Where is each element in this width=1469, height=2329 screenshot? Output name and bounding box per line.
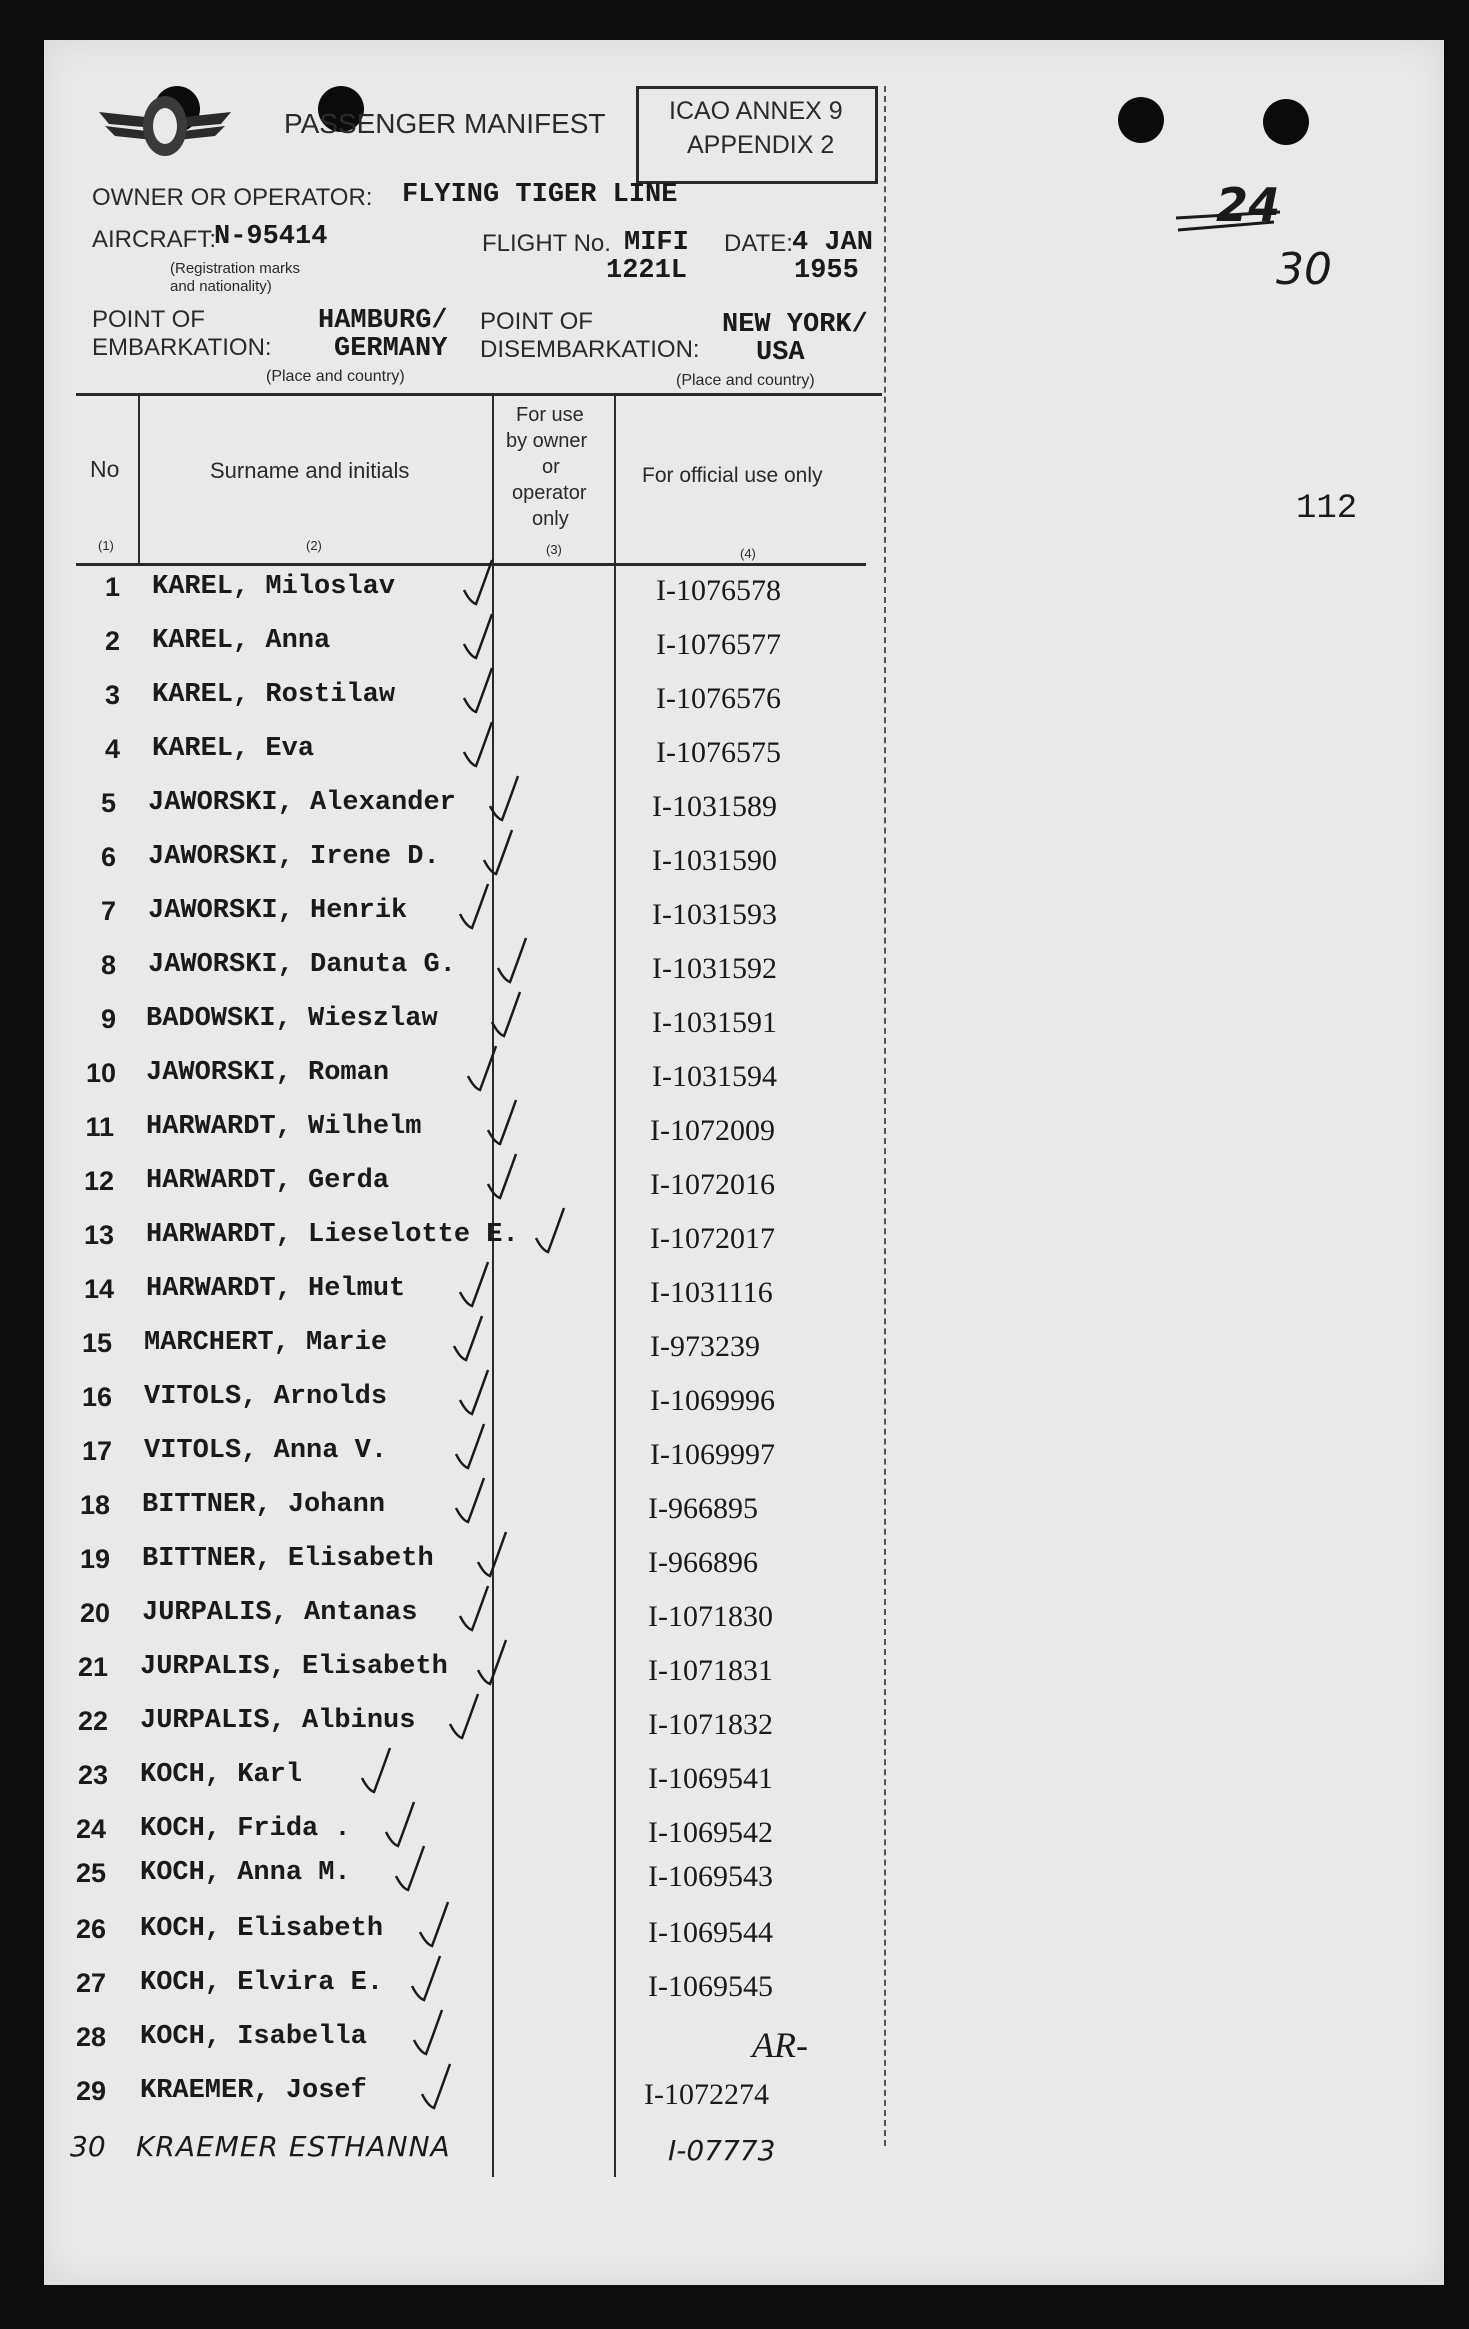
punch-hole — [1263, 99, 1309, 145]
col-header-owner-1: For use — [516, 404, 584, 426]
passenger-document-number: I-1031591 — [652, 1006, 777, 1039]
col-rule-3 — [614, 395, 616, 2177]
row-number: 9 — [100, 1004, 116, 1034]
col-number-2: (2) — [306, 538, 322, 553]
passenger-document-number: AR- — [752, 2025, 808, 2065]
check-mark-icon — [408, 1954, 448, 2004]
passenger-document-number: I-1076575 — [656, 736, 781, 769]
row-number: 11 — [85, 1112, 114, 1142]
passenger-name: HARWARDT, Lieselotte E. — [146, 1220, 519, 1250]
check-mark-icon — [382, 1800, 422, 1850]
row-number: 16 — [81, 1382, 112, 1412]
passenger-name: JURPALIS, Antanas — [142, 1598, 418, 1628]
col-rule-1 — [138, 395, 140, 565]
passenger-name: JURPALIS, Albinus — [140, 1706, 416, 1736]
row-number: 8 — [100, 950, 116, 980]
check-mark-icon — [410, 2008, 450, 2058]
flight-value-1: MIFI — [624, 228, 689, 258]
passenger-name: BITTNER, Johann — [142, 1490, 386, 1520]
flight-value-2: 1221L — [606, 256, 688, 286]
row-number: 3 — [104, 680, 120, 710]
col-header-owner-2: by owner — [506, 430, 588, 452]
passenger-name: VITOLS, Arnolds — [144, 1382, 388, 1412]
passenger-document-number: I-1069543 — [648, 1860, 773, 1893]
passenger-name: VITOLS, Anna V. — [144, 1436, 388, 1466]
passenger-name: JAWORSKI, Roman — [146, 1058, 390, 1088]
stamp-line-1: ICAO ANNEX 9 — [669, 97, 843, 125]
check-mark-icon — [488, 990, 528, 1040]
embark-label-2: EMBARKATION: — [92, 334, 272, 361]
passenger-document-number: I-1031116 — [650, 1276, 773, 1309]
passenger-name: KAREL, Miloslav — [152, 572, 396, 602]
row-number: 15 — [81, 1328, 112, 1358]
check-mark-icon — [392, 1844, 432, 1894]
date-value-2: 1955 — [794, 256, 859, 286]
passenger-document-number: I-1071832 — [648, 1708, 773, 1741]
passenger-document-number: I-1072016 — [650, 1168, 775, 1201]
aircraft-label: AIRCRAFT: — [92, 226, 217, 253]
col-header-owner-5: only — [532, 508, 569, 530]
check-mark-icon — [452, 1422, 492, 1472]
check-mark-icon — [450, 1314, 490, 1364]
col-header-owner-3: or — [542, 456, 560, 478]
check-mark-icon — [484, 1152, 524, 1202]
check-mark-icon — [358, 1746, 398, 1796]
passenger-name: BITTNER, Elisabeth — [142, 1544, 434, 1574]
col-header-owner-4: operator — [512, 482, 587, 504]
row-number: 19 — [79, 1544, 110, 1574]
icao-stamp — [636, 86, 878, 184]
row-number: 29 — [75, 2076, 106, 2106]
punch-hole — [1118, 97, 1164, 143]
aircraft-note-2: and nationality) — [170, 278, 272, 295]
check-mark-icon — [480, 828, 520, 878]
passenger-name: KAREL, Rostilaw — [152, 680, 396, 710]
row-30-number: 30 — [70, 2130, 106, 2163]
passenger-document-number: I-1069541 — [648, 1762, 773, 1795]
row-number: 5 — [100, 788, 116, 818]
owner-label: OWNER OR OPERATOR: — [92, 184, 373, 211]
embark-value-2: GERMANY — [334, 334, 448, 364]
row-number: 23 — [77, 1760, 108, 1790]
check-mark-icon — [418, 2062, 458, 2112]
aircraft-note-1: (Registration marks — [170, 260, 301, 277]
passenger-name: HARWARDT, Wilhelm — [146, 1112, 422, 1142]
passenger-name: KAREL, Anna — [152, 626, 331, 656]
passenger-document-number: I-1076577 — [656, 628, 781, 661]
check-mark-icon — [532, 1206, 572, 1256]
stamp-line-2: APPENDIX 2 — [687, 131, 835, 159]
aircraft-value: N-95414 — [214, 222, 328, 252]
check-mark-icon — [494, 936, 534, 986]
table-top-rule — [76, 393, 882, 396]
check-mark-icon — [446, 1692, 486, 1742]
passenger-name: JAWORSKI, Irene D. — [148, 842, 440, 872]
owner-value: FLYING TIGER LINE — [402, 180, 678, 210]
manifest-title: PASSENGER MANIFEST — [284, 108, 606, 139]
strike-through-mark — [1174, 200, 1284, 240]
passenger-document-number: I-1031589 — [652, 790, 777, 823]
passenger-document-number: I-1069544 — [648, 1916, 773, 1949]
check-mark-icon — [474, 1638, 514, 1688]
check-mark-icon — [484, 1098, 524, 1148]
passenger-name: HARWARDT, Helmut — [146, 1274, 406, 1304]
row-number: 28 — [75, 2022, 106, 2052]
embark-note: (Place and country) — [266, 368, 405, 385]
passenger-name: JURPALIS, Elisabeth — [140, 1652, 448, 1682]
row-number: 2 — [104, 626, 120, 656]
passenger-document-number: I-1069545 — [648, 1970, 773, 2003]
passenger-name: JAWORSKI, Alexander — [148, 788, 456, 818]
disembark-note: (Place and country) — [676, 372, 815, 389]
passenger-name: KOCH, Elvira E. — [140, 1968, 384, 1998]
disembark-label-2: DISEMBARKATION: — [480, 336, 700, 363]
row-number: 6 — [100, 842, 116, 872]
row-number: 25 — [75, 1858, 106, 1888]
row-number: 1 — [104, 572, 120, 602]
check-mark-icon — [452, 1476, 492, 1526]
passenger-name: KOCH, Frida . — [140, 1814, 351, 1844]
flight-label: FLIGHT No. — [482, 230, 611, 257]
row-number: 24 — [75, 1814, 106, 1844]
row-number: 26 — [75, 1914, 106, 1944]
passenger-document-number: I-1072274 — [644, 2078, 769, 2111]
row-30-doc: I-07773 — [668, 2134, 776, 2167]
disembark-value-2: USA — [756, 338, 805, 368]
passenger-document-number: I-1031594 — [652, 1060, 777, 1093]
passenger-name: JAWORSKI, Danuta G. — [148, 950, 456, 980]
passenger-document-number: I-1076578 — [656, 574, 781, 607]
check-mark-icon — [416, 1900, 456, 1950]
row-number: 27 — [75, 1968, 106, 1998]
airline-wings-logo-icon — [95, 82, 235, 168]
row-number: 12 — [83, 1166, 114, 1196]
disembark-value-1: NEW YORK/ — [722, 310, 868, 340]
check-mark-icon — [456, 1368, 496, 1418]
date-value-1: 4 JAN — [792, 228, 874, 258]
row-number: 14 — [83, 1274, 114, 1304]
check-mark-icon — [460, 666, 500, 716]
passenger-name: HARWARDT, Gerda — [146, 1166, 390, 1196]
passenger-document-number: I-1072009 — [650, 1114, 775, 1147]
check-mark-icon — [460, 558, 500, 608]
row-number: 18 — [79, 1490, 110, 1520]
row-number: 7 — [100, 896, 116, 926]
passenger-document-number: I-1031593 — [652, 898, 777, 931]
passenger-name: KAREL, Eva — [152, 734, 315, 764]
passenger-name: KOCH, Anna M. — [140, 1858, 351, 1888]
disembark-label-1: POINT OF — [480, 308, 593, 335]
passenger-name: KOCH, Karl — [140, 1760, 303, 1790]
col-number-4: (4) — [740, 546, 756, 561]
row-number: 10 — [85, 1058, 116, 1088]
passenger-name: KRAEMER, Josef — [140, 2076, 367, 2106]
passenger-document-number: I-1076576 — [656, 682, 781, 715]
col-number-1: (1) — [98, 538, 114, 553]
passenger-document-number: I-1069996 — [650, 1384, 775, 1417]
embark-label-1: POINT OF — [92, 306, 205, 333]
row-number: 20 — [79, 1598, 110, 1628]
col-header-no: No — [90, 456, 120, 482]
row-number: 22 — [77, 1706, 108, 1736]
passenger-name: JAWORSKI, Henrik — [148, 896, 408, 926]
check-mark-icon — [486, 774, 526, 824]
check-mark-icon — [460, 720, 500, 770]
passenger-document-number: I-966895 — [648, 1492, 758, 1525]
check-mark-icon — [456, 1584, 496, 1634]
passenger-document-number: I-1031592 — [652, 952, 777, 985]
passenger-name: KOCH, Isabella — [140, 2022, 367, 2052]
row-30-name: KRAEMER ESTHANNA — [136, 2130, 451, 2163]
header-dashed-rule — [884, 86, 886, 2146]
passenger-document-number: I-1069997 — [650, 1438, 775, 1471]
passenger-document-number: I-966896 — [648, 1546, 758, 1579]
check-mark-icon — [474, 1530, 514, 1580]
folio-number: 30 — [1276, 244, 1332, 295]
row-number: 17 — [81, 1436, 112, 1466]
passenger-name: MARCHERT, Marie — [144, 1328, 388, 1358]
check-mark-icon — [456, 1260, 496, 1310]
row-number: 4 — [104, 734, 120, 764]
passenger-document-number: I-1072017 — [650, 1222, 775, 1255]
check-mark-icon — [456, 882, 496, 932]
check-mark-icon — [460, 612, 500, 662]
col-number-3: (3) — [546, 542, 562, 557]
date-label: DATE: — [724, 230, 793, 257]
embark-value-1: HAMBURG/ — [318, 306, 448, 336]
passenger-name: KOCH, Elisabeth — [140, 1914, 384, 1944]
row-number: 21 — [77, 1652, 108, 1682]
passenger-document-number: I-1071831 — [648, 1654, 773, 1687]
passenger-document-number: I-1071830 — [648, 1600, 773, 1633]
passenger-document-number: I-1031590 — [652, 844, 777, 877]
check-mark-icon — [464, 1044, 504, 1094]
passenger-document-number: I-1069542 — [648, 1816, 773, 1849]
row-number: 13 — [83, 1220, 114, 1250]
passenger-name: BADOWSKI, Wieszlaw — [146, 1004, 438, 1034]
passenger-document-number: I-973239 — [650, 1330, 760, 1363]
col-header-name: Surname and initials — [210, 458, 410, 483]
page-number: 112 — [1296, 490, 1358, 528]
col-header-official: For official use only — [642, 464, 823, 487]
struck-folio-number: 24 — [1216, 178, 1281, 232]
